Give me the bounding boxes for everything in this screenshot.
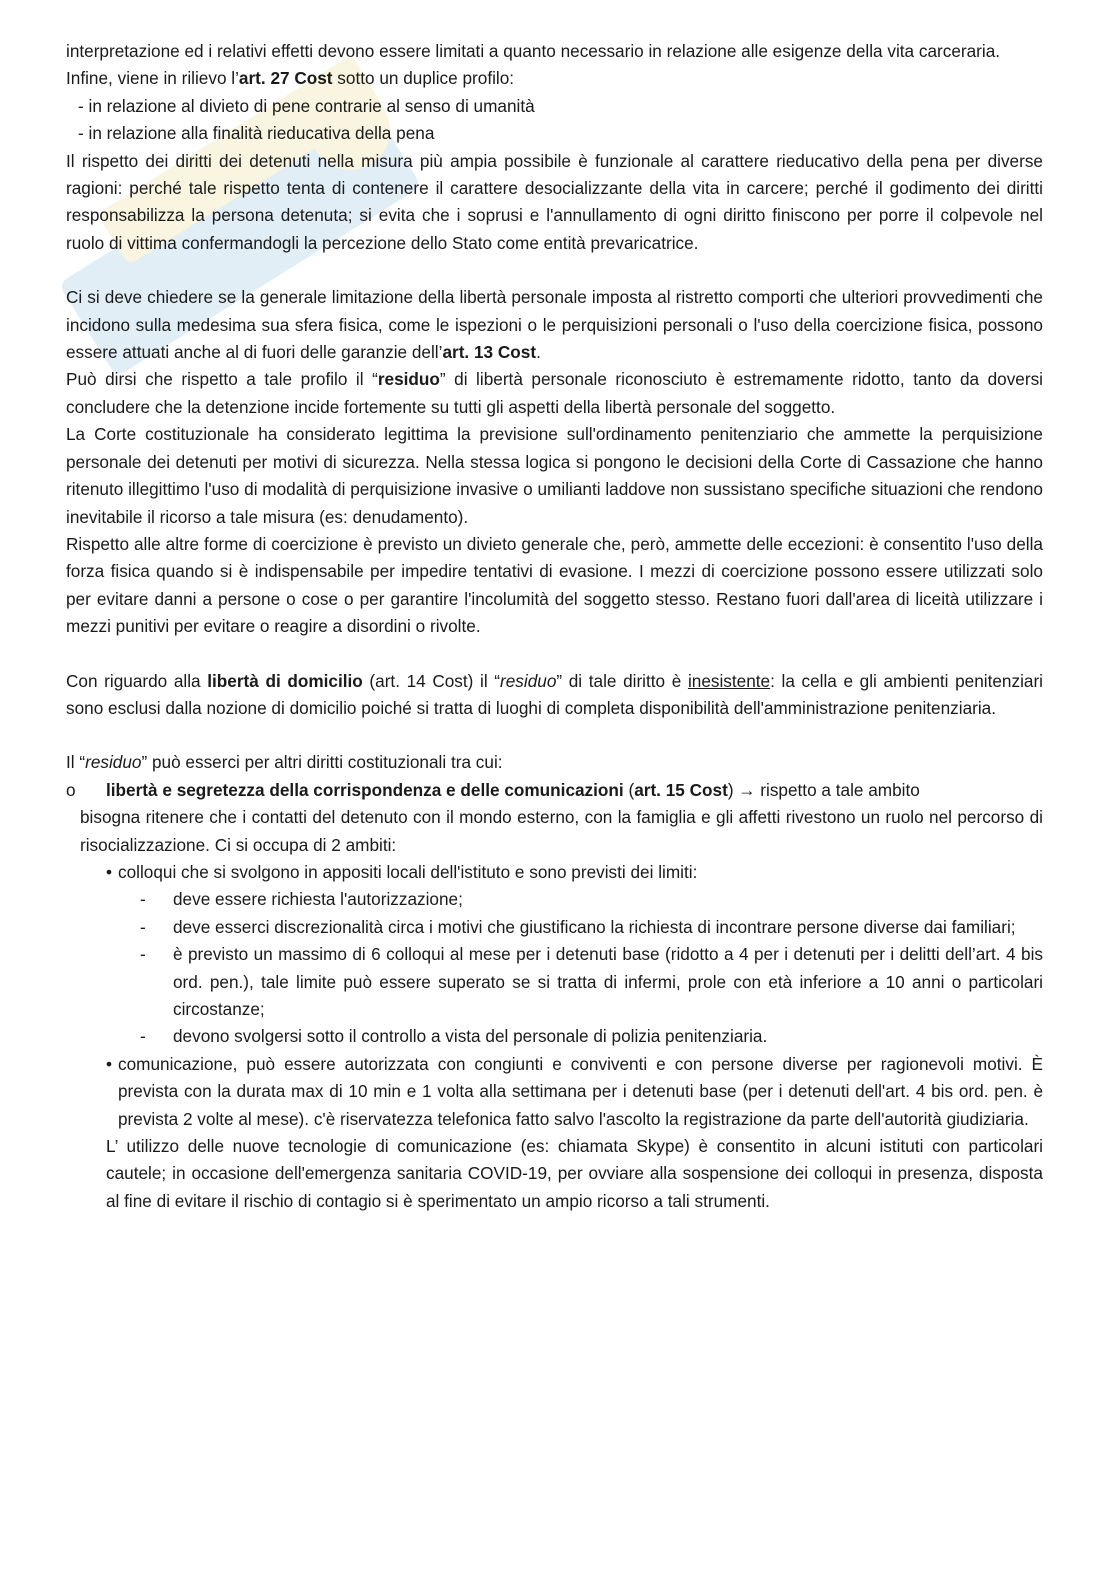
paragraph: bisogna ritenere che i contatti del detenuto con il mondo esterno, con la famiglia e gli affetti rivestono un ruolo nel percorso di risocializzazione. Ci si occupa di 2 ambiti: <box>80 807 1043 855</box>
list-item: - in relazione alla finalità rieducativa della pena <box>78 123 435 144</box>
dash-icon: - <box>140 916 146 937</box>
list-item: - devono svolgersi sotto il controllo a vista del personale di polizia penitenziaria. <box>66 1023 1043 1050</box>
bullet-icon: • <box>106 861 113 882</box>
list-item: o libertà e segretezza della corrispondenza e delle comunicazioni (art. 15 Cost) → rispetto a tale ambito <box>66 777 1043 804</box>
paragraph: L’ utilizzo delle nuove tecnologie di comunicazione (es: chiamata Skype) è consentito in alcuni istituti con particolari cautele; in occasione dell'emergenza sanitaria COVID-19, per ovviare alla sospensione dei colloqui in presenza, disposta al fine di evitare il rischio di contagio si è sperimentato un ampio ricorso a tali strumenti. <box>106 1136 1043 1211</box>
list-item: • comunicazione, può essere autorizzata con congiunti e conviventi e con persone diverse per ragionevoli motivi. È prevista con la durata max di 10 min e 1 volta alla settimana per i detenuti base (per i detenuti dell'art. 4 bis ord. pen. è prevista 2 volte al mese). c'è riservatezza telefonica fatto salvo l'ascolto la registrazione da parte dell'autorità giudiziaria. <box>66 1051 1043 1133</box>
paragraph: Può dirsi che rispetto a tale profilo il “residuo” di libertà personale riconosciuto è estremamente ridotto, tanto da doversi concludere che la detenzione incide fortemente su tutti gli aspetti della libertà personale del soggetto. <box>66 369 1043 417</box>
circle-bullet-icon: o <box>66 779 76 800</box>
paragraph: Rispetto alle altre forme di coercizione è previsto un divieto generale che, però, ammette delle eccezioni: è consentito l'uso della forza fisica quando si è indispensabile per impedire tentativi di evasione. I mezzi di coercizione possono essere utilizzati solo per evitare danni a persone o cose o per garantire l'incolumità del soggetto stesso. Restano fuori dall'area di liceità utilizzare i mezzi punitivi per evitare o reagire a disordini o rivolte. <box>66 533 1043 637</box>
dash-icon: - <box>140 1026 146 1047</box>
paragraph: Ci si deve chiedere se la generale limitazione della libertà personale imposta al ristretto comporti che ulteriori provvedimenti che incidono sulla medesima sua sfera fisica, come le ispezioni o le perquisizioni personali o l'uso della coercizione fisica, possono essere attuati anche al di fuori delle garanzie dell’art. 13 Cost. <box>66 287 1043 363</box>
paragraph: Il “residuo” può esserci per altri diritti costituzionali tra cui: <box>66 752 503 773</box>
bullet-icon: • <box>106 1053 113 1074</box>
paragraph: Con riguardo alla libertà di domicilio (art. 14 Cost) il “residuo” di tale diritto è inesistente: la cella e gli ambienti penitenziari sono esclusi dalla nozione di domicilio poiché si tratta di luoghi di completa disponibilità dell'amministrazione penitenziaria. <box>66 670 1043 718</box>
list-item: - in relazione al divieto di pene contrarie al senso di umanità <box>78 95 535 116</box>
dash-icon: - <box>140 889 146 910</box>
paragraph: Infine, viene in rilievo l’art. 27 Cost sotto un duplice profilo: <box>66 68 515 89</box>
list-item: • colloqui che si svolgono in appositi locali dell'istituto e sono previsti dei limiti: <box>66 859 1043 886</box>
list-item: - deve esserci discrezionalità circa i motivi che giustificano la richiesta di incontrare persone diverse dai familiari; <box>66 914 1043 941</box>
list-item: - è previsto un massimo di 6 colloqui al mese per i detenuti base (ridotto a 4 per i detenuti per i delitti dell’art. 4 bis ord. pen.), tale limite può essere superato se si tratta di infermi, prole con età inferiore a 10 anni o particolari circostanze; <box>66 941 1043 1023</box>
paragraph: interpretazione ed i relativi effetti devono essere limitati a quanto necessario in relazione alle esigenze della vita carceraria. <box>66 41 1001 61</box>
dash-icon: - <box>140 944 146 965</box>
document-page <box>66 38 1043 1215</box>
list-item: - deve essere richiesta l'autorizzazione; <box>66 886 1043 913</box>
paragraph: Il rispetto dei diritti dei detenuti nella misura più ampia possibile è funzionale al carattere rieducativo della pena per diverse ragioni: perché tale rispetto tenta di contenere il carattere desocializzante della vita in carcere; perché il godimento dei diritti responsabilizza la persona detenuta; si evita che i soprusi e l'annullamento di ogni diritto finiscono per porre il colpevole nel ruolo di vittima confermandogli la percezione dello Stato come entità prevaricatrice. <box>66 150 1043 253</box>
paragraph: La Corte costituzionale ha considerato legittima la previsione sull'ordinamento penitenziario che ammette la perquisizione personale dei detenuti per motivi di sicurezza. Nella stessa logica si pongono le decisioni della Corte di Cassazione che hanno ritenuto illegittimo l'uso di modalità di perquisizione invasive o umilianti laddove non sussistano specifiche situazioni che rendono inevitabile il ricorso a tale misura (es: denudamento). <box>66 424 1043 527</box>
